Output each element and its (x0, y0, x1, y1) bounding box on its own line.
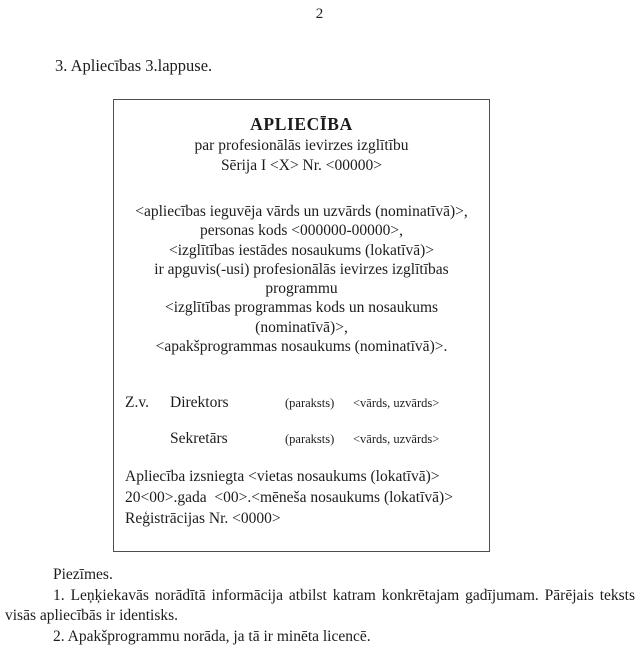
certificate-body-line: <apakšprogrammas nosaukums (nominatīvā)>. (155, 338, 448, 356)
issue-line: 20<00>.gada <00>.<mēneša nosaukums (lokatīvā)> (125, 489, 453, 507)
seal-label: Z.v. (125, 394, 149, 412)
name-placeholder: <vārds, uzvārds> (353, 432, 440, 447)
certificate-body-line: <apliecības ieguvēja vārds un uzvārds (nominatīvā)>, (135, 203, 468, 220)
signature-row (125, 430, 483, 448)
certificate-body-line: ir apguvis(-usi) profesionālās ievirzes izglītības (154, 260, 449, 278)
signature-placeholder: (paraksts) (285, 432, 335, 447)
signature-block (120, 394, 483, 448)
note-item: 2. Apakšprogrammu norāda, ja tā ir minēta licencē. (53, 627, 371, 645)
role-label: Direktors (170, 394, 229, 412)
notes-section (5, 565, 635, 647)
certificate-body-line: <izglītības iestādes nosaukums (lokatīvā)> (169, 241, 434, 259)
issue-block (120, 466, 483, 529)
issue-line: Reģistrācijas Nr. <0000> (125, 510, 281, 528)
certificate-series-line: Sērija I <X> Nr. <00000> (220, 156, 383, 174)
signature-placeholder: (paraksts) (285, 396, 335, 411)
certificate-title: APLIECĪBA (250, 114, 353, 134)
role-label: Sekretārs (170, 430, 228, 448)
page-number: 2 (315, 6, 324, 22)
notes-heading: Piezīmes. (53, 566, 113, 583)
certificate-body-line: personas kods <000000-00000>, (199, 222, 404, 240)
name-placeholder: <vārds, uzvārds> (353, 396, 440, 411)
section-heading: 3. Apliecības 3.lappuse. (55, 56, 213, 75)
certificate-subtitle: par profesionālās ievirzes izglītību (194, 137, 409, 154)
certificate-body-line: (nominatīvā)>, (255, 318, 348, 336)
certificate-header (120, 113, 483, 175)
signature-row (125, 394, 483, 412)
certificate-body-line: programmu (265, 280, 338, 298)
note-item: 1. Leņķiekavās norādītā informācija atbilst katram konkrētajam gadījumam. Pārējais teksts visās apliecībās ir identisks. (5, 586, 635, 624)
certificate-box (113, 99, 490, 552)
certificate-body (120, 202, 483, 356)
certificate-body-line: <izglītības programmas kods un nosaukums (164, 299, 439, 317)
issue-line: Apliecība izsniegta <vietas nosaukums (lokatīvā)> (125, 468, 440, 486)
